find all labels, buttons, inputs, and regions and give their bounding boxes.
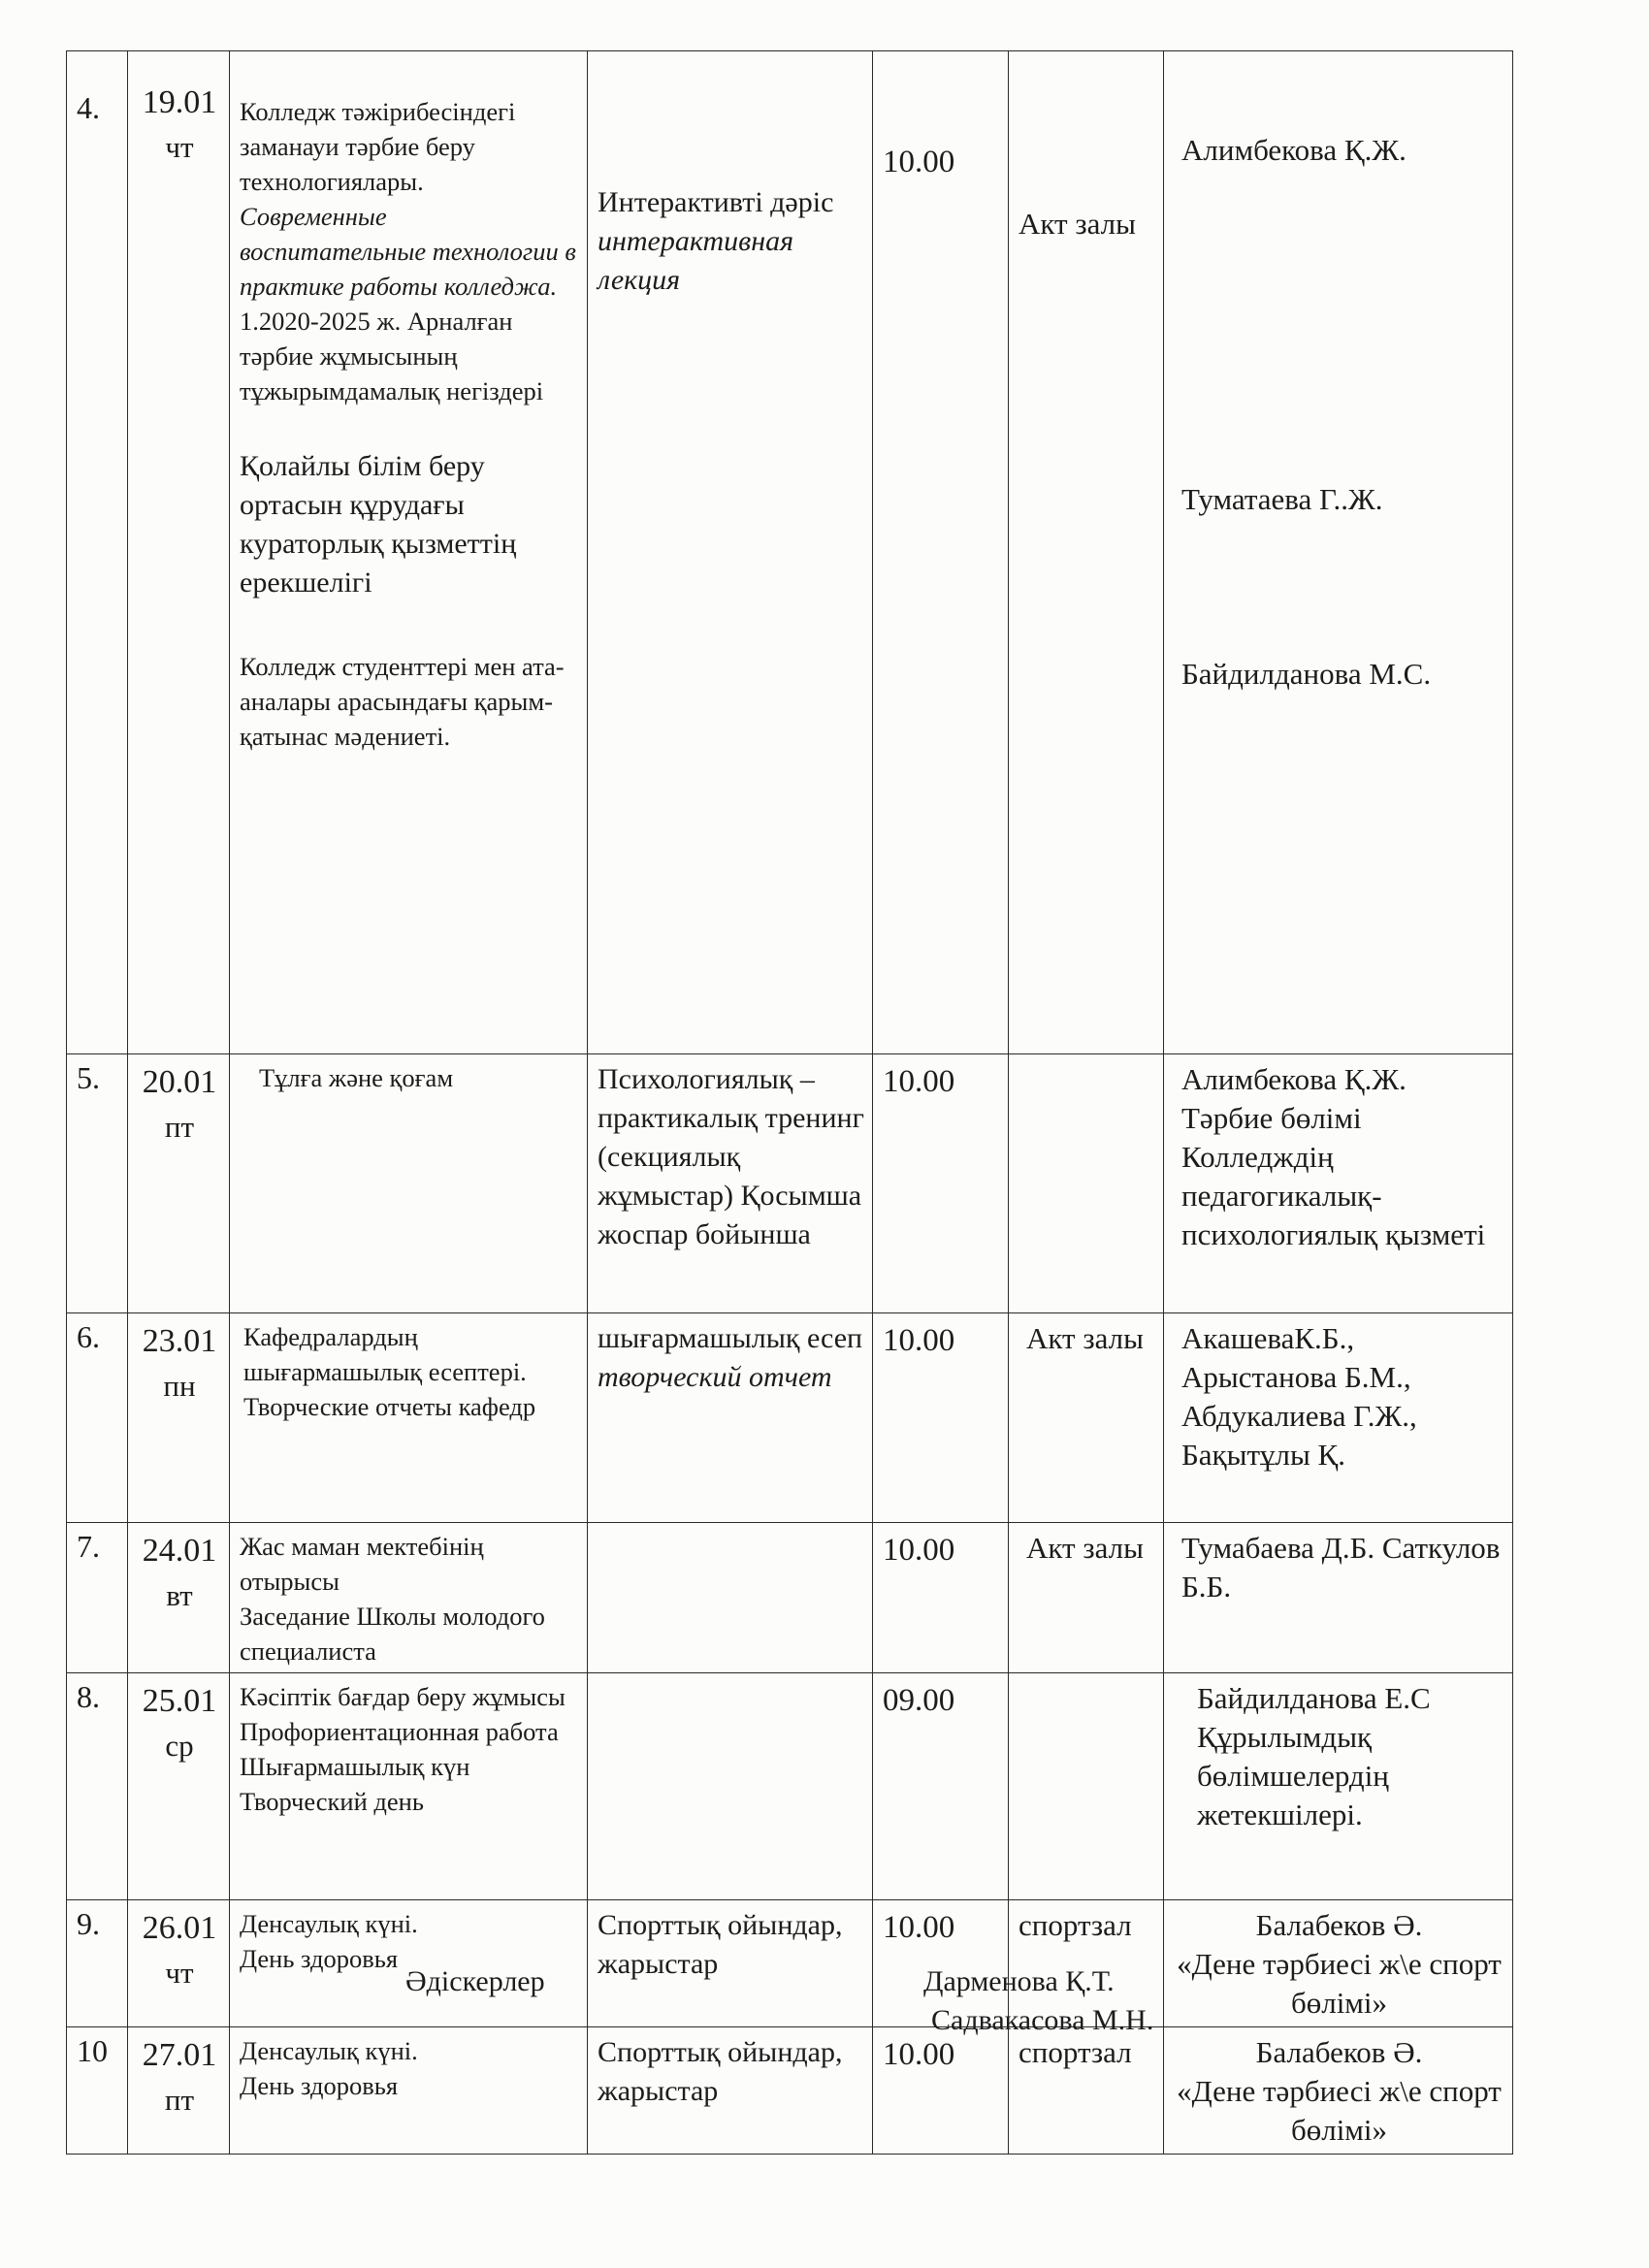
venue-cell: спортзал: [1009, 2027, 1164, 2155]
responsible-cell: [1164, 2027, 1513, 2155]
form-cell: Спорттық ойындар, жарыстар: [588, 1900, 873, 2027]
weekday: чт: [165, 1956, 194, 1990]
responsible-cell: [1164, 1900, 1513, 2027]
table-row: [67, 1900, 1513, 2027]
form-cell: Спорттық ойындар, жарыстар: [588, 2027, 873, 2155]
responsible-2: Туматаева Г..Ж.: [1181, 482, 1383, 516]
time-cell: 10.00: [873, 1054, 1009, 1313]
topic-ru: Творческие отчеты кафедр: [243, 1392, 536, 1421]
responsible-cell: АкашеваК.Б., Арыстанова Б.М., Абдукалиева Г.Ж., Бақытұлы Қ.: [1164, 1313, 1513, 1523]
row-number: 6.: [67, 1313, 128, 1523]
date-cell: [128, 1673, 230, 1900]
events-table: [66, 50, 1513, 2155]
time-cell: 10.00: [873, 1313, 1009, 1523]
table-row: [67, 1054, 1513, 1313]
date: 26.01: [142, 1910, 217, 1946]
signature-name-2: Садвакасова М.Н.: [931, 2004, 1154, 2036]
weekday: пн: [163, 1369, 196, 1403]
topic: Тұлға және қоғам: [259, 1063, 454, 1092]
venue-cell: Акт залы: [1009, 1313, 1164, 1523]
table-row: [67, 1313, 1513, 1523]
venue-cell: Акт залы: [1009, 1523, 1164, 1673]
responsible-1: Балабеков Ә.: [1255, 2035, 1423, 2069]
responsible-1: Алимбекова Қ.Ж.: [1181, 133, 1406, 167]
form-ru: интерактивная лекция: [598, 225, 794, 296]
topic-ru-1: Профориентационная работа: [240, 1717, 559, 1746]
topic-cell: [230, 1054, 588, 1313]
row-number: 7.: [67, 1523, 128, 1673]
responsible-cell: Тумабаева Д.Б. Саткулов Б.Б.: [1164, 1523, 1513, 1673]
form-ru: творческий отчет: [598, 1361, 832, 1393]
topic-kz: Колледж тәжірибесіндегі заманауи тәрбие беру технологиялары.: [240, 97, 516, 196]
topic-kz-1: Кәсіптік бағдар беру жұмысы: [240, 1682, 566, 1711]
row-number: 9.: [67, 1900, 128, 2027]
weekday: пт: [164, 1110, 195, 1144]
weekday: чт: [165, 130, 194, 164]
date-cell: [128, 1054, 230, 1313]
date: 27.01: [142, 2037, 217, 2073]
row-number: 8.: [67, 1673, 128, 1900]
topic-ru: День здоровья: [240, 2071, 399, 2100]
responsible-1: Балабеков Ә.: [1255, 1908, 1423, 1942]
date: 19.01: [142, 84, 217, 120]
row-number: 5.: [67, 1054, 128, 1313]
table-row: [67, 2027, 1513, 2155]
form-cell: Психологиялық – практикалық тренинг (секциялық жұмыстар) Қосымша жоспар бойынша: [588, 1054, 873, 1313]
responsible-2: «Дене тәрбиесі ж\е спорт бөлімі»: [1177, 2074, 1502, 2147]
responsible-cell: Алимбекова Қ.Ж. Тәрбие бөлімі Колледждің педагогикалық-психологиялық қызметі: [1164, 1054, 1513, 1313]
topic-cell: [230, 1900, 588, 2027]
form-cell: [588, 1673, 873, 1900]
responsible-cell: Байдилданова Е.С Құрылымдық бөлімшелердің жетекшілері.: [1164, 1673, 1513, 1900]
topic-3: Колледж студенттері мен ата-аналары арасындағы қарым- қатынас мәдениеті.: [240, 652, 565, 751]
row-number: 4.: [67, 51, 128, 1054]
table-row: [67, 1673, 1513, 1900]
topic-kz: Денсаулық күні.: [240, 1909, 418, 1938]
topic-ru: Заседание Школы молодого специалиста: [240, 1602, 545, 1666]
table-row: [67, 51, 1513, 1054]
date-cell: [128, 1900, 230, 2027]
topic-kz: Денсаулық күні.: [240, 2036, 418, 2065]
form-kz: шығармашылық есеп: [598, 1322, 863, 1354]
topic-kz: Кафедралардың шығармашылық есептері.: [243, 1322, 527, 1386]
time-cell: 10.00: [873, 1900, 1009, 2027]
date-cell: [128, 1313, 230, 1523]
responsible-cell: [1164, 51, 1513, 1054]
date-cell: [128, 51, 230, 1054]
time-cell: 09.00: [873, 1673, 1009, 1900]
time-cell: 10.00: [873, 2027, 1009, 2155]
topic-subitem: 1.2020-2025 ж. Арналған тәрбие жұмысының тұжырымдамалық негіздері: [240, 307, 544, 405]
date-cell: [128, 2027, 230, 2155]
date: 23.01: [142, 1323, 217, 1359]
table-row: [67, 1523, 1513, 1673]
topic-cell: [230, 2027, 588, 2155]
topic-cell: [230, 1313, 588, 1523]
signature-name-1: Дарменова Қ.Т.: [923, 1965, 1115, 1997]
time-cell: 10.00: [873, 1523, 1009, 1673]
topic-kz-2: Шығармашылық күн: [240, 1752, 470, 1781]
date: 25.01: [142, 1683, 217, 1719]
topic-cell: [230, 1523, 588, 1673]
responsible-3: Байдилданова М.С.: [1181, 657, 1432, 691]
topic-ru-2: Творческий день: [240, 1787, 424, 1816]
form-kz: Интерактивті дәріс: [598, 186, 834, 218]
topic-cell: [230, 51, 588, 1054]
venue-cell: Акт залы: [1009, 51, 1164, 1054]
row-number: 10: [67, 2027, 128, 2155]
form-cell: [588, 51, 873, 1054]
topic-kz: Жас маман мектебінің отырысы: [240, 1532, 484, 1596]
topic-ru: Современные воспитательные технологии в практике работы колледжа.: [240, 202, 576, 301]
topic-cell: [230, 1673, 588, 1900]
signature-role: Әдіскерлер: [405, 1965, 545, 1997]
topic-ru: День здоровья: [240, 1944, 399, 1973]
date-cell: [128, 1523, 230, 1673]
venue-cell: спортзал: [1009, 1900, 1164, 2027]
date: 20.01: [142, 1064, 217, 1100]
form-cell: [588, 1313, 873, 1523]
weekday: пт: [164, 2083, 195, 2117]
responsible-2: «Дене тәрбиесі ж\е спорт бөлімі»: [1177, 1947, 1502, 2020]
date: 24.01: [142, 1533, 217, 1569]
venue-cell: [1009, 1673, 1164, 1900]
weekday: вт: [166, 1578, 193, 1612]
time-cell: 10.00: [873, 51, 1009, 1054]
venue-cell: [1009, 1054, 1164, 1313]
form-cell: [588, 1523, 873, 1673]
topic-2: Қолайлы білім беру ортасын құрудағы кураторлық қызметтің ерекшелігі: [240, 450, 517, 599]
weekday: ср: [165, 1729, 194, 1763]
